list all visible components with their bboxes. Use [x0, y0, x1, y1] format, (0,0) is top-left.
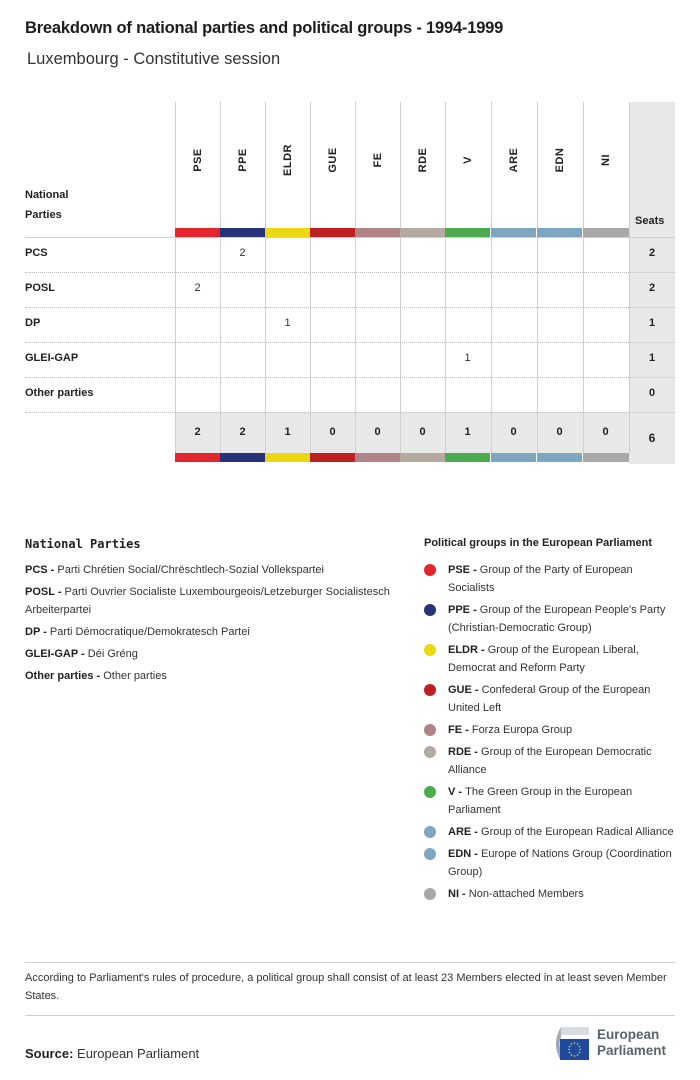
legend-dot-icon	[424, 826, 436, 838]
seats-header: Seats	[635, 215, 665, 227]
column-total: 2	[194, 426, 201, 438]
legend-dot-icon	[424, 848, 436, 860]
row-label: GLEI-GAP	[25, 352, 79, 364]
footer-divider-bottom	[25, 1015, 675, 1016]
column-total: 0	[510, 426, 517, 438]
source-line	[25, 1046, 199, 1061]
legend-dot-icon	[424, 564, 436, 576]
group-legend-item: PSE - Group of the Party of European Socialists	[424, 561, 676, 597]
national-party-legend-item: Other parties - Other parties	[25, 670, 167, 682]
row-seats-total: 1	[648, 317, 656, 329]
national-party-legend-item: PCS - Parti Chrétien Social/Chrëschtlech-Sozial Vollekspartei	[25, 564, 324, 576]
legend-dot-icon	[424, 786, 436, 798]
column-header-pse: PSE	[191, 148, 204, 172]
group-legend-item: GUE - Confederal Group of the European United Left	[424, 681, 676, 717]
header-color-bar-ni	[583, 228, 629, 237]
legend-dot-icon	[424, 604, 436, 616]
row-label: Other parties	[25, 387, 94, 399]
header-divider	[25, 237, 675, 238]
header-color-bar-edn	[537, 228, 582, 237]
column-header-rde: RDE	[416, 147, 429, 173]
column-header-ppe: PPE	[236, 148, 249, 172]
legend-dot-icon	[424, 684, 436, 696]
column-total: 1	[464, 426, 471, 438]
groups-legend-title: Political groups in the European Parliament	[424, 537, 652, 549]
group-legend-item: EDN - Europe of Nations Group (Coordination Group)	[424, 845, 676, 881]
legend-dot-icon	[424, 644, 436, 656]
national-party-legend-item: DP - Parti Démocratique/Demokratesch Partei	[25, 626, 250, 638]
table-cell: 2	[239, 247, 246, 259]
header-color-bar-v	[445, 228, 490, 237]
legend-dot-icon	[424, 888, 436, 900]
header-color-bar-are	[491, 228, 536, 237]
table-cell: 1	[464, 352, 471, 364]
table-cell: 2	[194, 282, 201, 294]
column-total: 0	[556, 426, 563, 438]
row-divider	[25, 412, 675, 413]
groups-legend	[424, 561, 676, 907]
row-label: PCS	[25, 247, 48, 259]
footer-color-bar-v	[445, 453, 490, 462]
column-header-eldr: ELDR	[281, 144, 294, 176]
column-total: 1	[284, 426, 291, 438]
row-seats-total: 1	[648, 352, 656, 364]
european-parliament-logo	[527, 1024, 677, 1064]
legend-dot-icon	[424, 746, 436, 758]
source-label: Source:	[25, 1046, 74, 1061]
row-seats-total: 0	[648, 387, 656, 399]
national-parties-legend	[25, 561, 400, 689]
header-color-bar-gue	[310, 228, 355, 237]
breakdown-table	[0, 0, 700, 480]
column-header-ni: NI	[599, 154, 612, 166]
page-subtitle: Luxembourg - Constitutive session	[27, 50, 281, 68]
column-header-are: ARE	[507, 147, 520, 173]
table-cell: 1	[284, 317, 291, 329]
column-total: 0	[374, 426, 381, 438]
column-header-fe: FE	[371, 152, 384, 168]
footer-color-bar-gue	[310, 453, 355, 462]
source-value: European Parliament	[77, 1046, 200, 1061]
row-divider	[25, 307, 675, 308]
group-legend-item: FE - Forza Europa Group	[424, 721, 676, 739]
national-parties-legend-title: National Parties	[25, 537, 141, 551]
header-color-bar-ppe	[220, 228, 265, 237]
footer-color-bar-edn	[537, 453, 582, 462]
row-seats-total: 2	[648, 282, 656, 294]
column-header-v: V	[461, 156, 474, 164]
column-divider	[629, 102, 630, 453]
column-header-gue: GUE	[326, 147, 339, 173]
footer-divider-top	[25, 962, 675, 963]
national-party-legend-item: POSL - Parti Ouvrier Socialiste Luxembourgeois/Letzeburger Socialistesch Arbeiterpartei	[25, 586, 390, 616]
footer-color-bar-ni	[583, 453, 629, 462]
grand-total: 6	[648, 431, 656, 445]
footer-color-bar-rde	[400, 453, 445, 462]
footer-color-bar-fe	[355, 453, 400, 462]
national-parties-header: National Parties	[25, 189, 69, 221]
legend-dot-icon	[424, 724, 436, 736]
column-total: 0	[329, 426, 336, 438]
row-label: DP	[25, 317, 41, 329]
logo-text: European Parliament	[597, 1027, 667, 1058]
header-color-bar-pse	[175, 228, 220, 237]
group-legend-item: ELDR - Group of the European Liberal, Democrat and Reform Party	[424, 641, 676, 677]
footer-color-bar-eldr	[265, 453, 310, 462]
page-title: Breakdown of national parties and political groups - 1994-1999	[25, 19, 504, 37]
group-legend-item: PPE - Group of the European People's Party (Christian-Democratic Group)	[424, 601, 676, 637]
header-color-bar-rde	[400, 228, 445, 237]
group-legend-item: NI - Non-attached Members	[424, 885, 676, 903]
header-color-bar-eldr	[265, 228, 310, 237]
footnote: According to Parliament's rules of procedure, a political group shall consist of at least 23 Members elected in at least seven Member States.	[25, 972, 667, 1002]
row-seats-total: 2	[648, 247, 656, 259]
national-party-legend-item: GLEI-GAP - Déi Gréng	[25, 648, 138, 660]
column-header-edn: EDN	[553, 147, 566, 173]
row-label: POSL	[25, 282, 55, 294]
row-divider	[25, 377, 675, 378]
column-total: 0	[602, 426, 609, 438]
footer-color-bar-ppe	[220, 453, 265, 462]
column-total: 2	[239, 426, 246, 438]
hemicycle-flag-icon	[527, 1024, 591, 1064]
group-legend-item: V - The Green Group in the European Parliament	[424, 783, 676, 819]
group-legend-item: RDE - Group of the European Democratic Alliance	[424, 743, 676, 779]
footer-color-bar-pse	[175, 453, 220, 462]
header-color-bar-fe	[355, 228, 400, 237]
group-legend-item: ARE - Group of the European Radical Alliance	[424, 823, 676, 841]
row-divider	[25, 342, 675, 343]
column-total: 0	[419, 426, 426, 438]
footer-color-bar-are	[491, 453, 536, 462]
row-divider	[25, 272, 675, 273]
